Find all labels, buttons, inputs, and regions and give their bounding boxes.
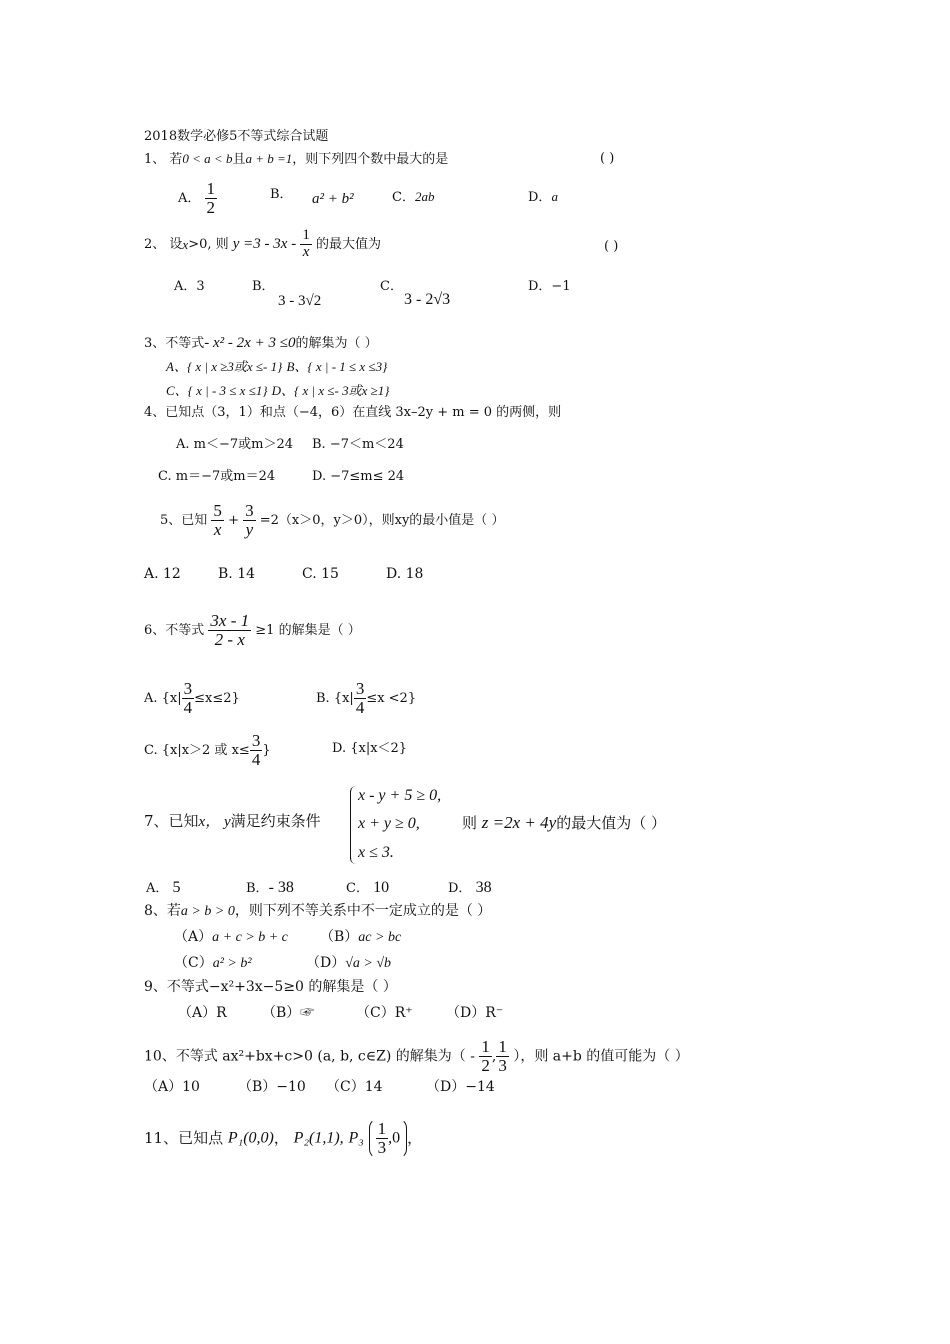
- paren-group: $\frac{1}{3}$ ,0: [369, 1120, 408, 1157]
- q1-option-a: A． $\frac{1}{2}$: [178, 179, 216, 217]
- q3-option-a: A、{ x | x ≥3或x ≤- 1} B、{ x | - 1 ≤ x ≤3}: [166, 359, 388, 374]
- question-7-suffix: 则 z =2x + 4y的最大值为（ ）: [462, 813, 666, 832]
- q2-option-c-label: C．: [380, 279, 403, 294]
- q7-option-d: D． 38: [448, 879, 492, 896]
- q9-option-d: （D）R⁻: [446, 1005, 504, 1021]
- question-10: 10、不等式 ax²+bx+c>0 (a, b, c∈Z) 的解集为（ - $\frac{1}{2}$ , $\frac{1}{3}$ ），则 a+b 的值可能为（ ）: [144, 1037, 689, 1075]
- fraction: $\frac{1}{x}$: [302, 227, 310, 260]
- fraction: $\frac{1}{2}$: [206, 179, 216, 217]
- q8-option-a: （A）a + c > b + c: [174, 929, 288, 945]
- q10-option-a: （A）10: [144, 1079, 200, 1095]
- question-6: 6、不等式 $\frac{3x - 1}{2 - x}$ ≥1 的解集是（ ）: [144, 611, 361, 649]
- constraint-1: x - y + 5 ≥ 0,: [358, 787, 442, 804]
- constraint-3: x ≤ 3.: [358, 844, 394, 861]
- question-3: 3、不等式- x² - 2x + 3 ≤0的解集为（ ）: [144, 335, 378, 351]
- q10-option-c: （C）14: [326, 1079, 383, 1095]
- q7-option-b: B．- 38: [246, 879, 294, 896]
- question-11: 11、已知点 P₁(0,0)， P₂(1,1), P₃ $\frac{1}{3}$ ,0 ，: [144, 1119, 423, 1157]
- q1-option-c: C．2ab: [392, 189, 435, 205]
- q1-option-b-label: B．: [270, 187, 293, 202]
- page-title: 2018数学必修5不等式综合试题: [144, 129, 329, 144]
- parentheses: [369, 1118, 408, 1159]
- fraction: $\frac{3}{y}$: [245, 501, 254, 539]
- question-8: 8、若a > b > 0，则下列不等关系中不一定成立的是（ ）: [144, 903, 492, 919]
- q6-option-d: D. {x|x＜2}: [332, 741, 408, 756]
- q2-option-a: A．3: [174, 279, 205, 294]
- question-1: 1、 若0 < a < b且a + b =1，则下列四个数中最大的是: [144, 151, 449, 167]
- q4-option-c: C. m＝−7或m＝24: [158, 469, 276, 484]
- q2-option-c-value: 3 - 2√3: [404, 291, 451, 308]
- q3-option-c: C、{ x | - 3 ≤ x ≤1} D、{ x | x ≤- 3或x ≥1}: [166, 383, 390, 398]
- q9-option-a: （A）R: [178, 1005, 227, 1021]
- q8-option-b: （B）ac > bc: [320, 929, 402, 945]
- fraction: $\frac{3}{4}$: [355, 679, 365, 717]
- q9-option-c: （C）R⁺: [356, 1005, 413, 1021]
- q5-option-d: D. 18: [386, 566, 424, 582]
- constraint-2: x + y ≥ 0,: [358, 815, 420, 832]
- q2-option-b-label: B．: [252, 279, 275, 294]
- question-4: 4、已知点（3，1）和点（−4，6）在直线 3x–2y + m = 0 的两侧，则: [144, 405, 562, 420]
- fraction: $\frac{5}{x}$: [213, 501, 222, 539]
- fraction: $\frac{3}{4}$: [251, 731, 261, 769]
- q8-option-d: （D）√a > √b: [306, 955, 392, 971]
- q6-option-c: C. {x|x＞2 或 x≤ $\frac{3}{4}$ }: [144, 731, 271, 769]
- question-9: 9、不等式−x²+3x−5≥0 的解集是（ ）: [144, 979, 397, 995]
- fraction: $\frac{3x - 1}{2 - x}$: [210, 611, 250, 649]
- q9-option-b: （B）☞: [262, 1005, 315, 1021]
- q4-option-a: A. m＜−7或m＞24: [176, 437, 294, 452]
- q7-option-c: C． 10: [346, 879, 390, 896]
- q4-option-b: B. −7＜m＜24: [312, 437, 404, 452]
- fraction: $\frac{3}{4}$: [183, 679, 193, 717]
- q4-option-d: D. −7≤m≤ 24: [312, 469, 405, 484]
- q5-option-b: B. 14: [218, 566, 256, 582]
- fraction: $\frac{1}{3}$: [377, 1119, 387, 1157]
- q2-option-b-value: 3 - 3√2: [278, 293, 322, 309]
- q2-option-d: D．−1: [528, 279, 571, 294]
- q1-option-d: D．a: [528, 189, 558, 205]
- q7-option-a: A． 5: [146, 879, 181, 896]
- question-2: 2、 设x>0, 则 y =3 - 3x - $\frac{1}{x}$ 的最大值为: [144, 227, 381, 260]
- answer-paren-2: ( ): [604, 239, 619, 254]
- question-7-prefix: 7、已知x， y满足约束条件: [144, 812, 321, 830]
- question-5: 5、已知 $\frac{5}{x}$ + $\frac{3}{y}$ =2（x＞0，y＞0），则xy的最小值是（ ）: [160, 501, 505, 539]
- answer-paren-1: ( ): [600, 151, 615, 166]
- q1-option-b-value: a² + b²: [312, 191, 354, 207]
- q10-option-b: （B）−10: [238, 1079, 306, 1095]
- q8-option-c: （C）a² > b²: [174, 955, 252, 971]
- q6-option-b: B. {x| $\frac{3}{4}$ ≤x <2}: [316, 679, 417, 717]
- q6-option-a: A. {x| $\frac{3}{4}$ ≤x≤2}: [144, 679, 240, 717]
- fraction: $\frac{1}{2}$: [481, 1037, 490, 1075]
- fraction: $\frac{1}{3}$: [498, 1037, 507, 1075]
- q10-option-d: （D）−14: [426, 1079, 495, 1095]
- q5-option-a: A. 12: [144, 566, 181, 582]
- q5-option-c: C. 15: [302, 566, 339, 582]
